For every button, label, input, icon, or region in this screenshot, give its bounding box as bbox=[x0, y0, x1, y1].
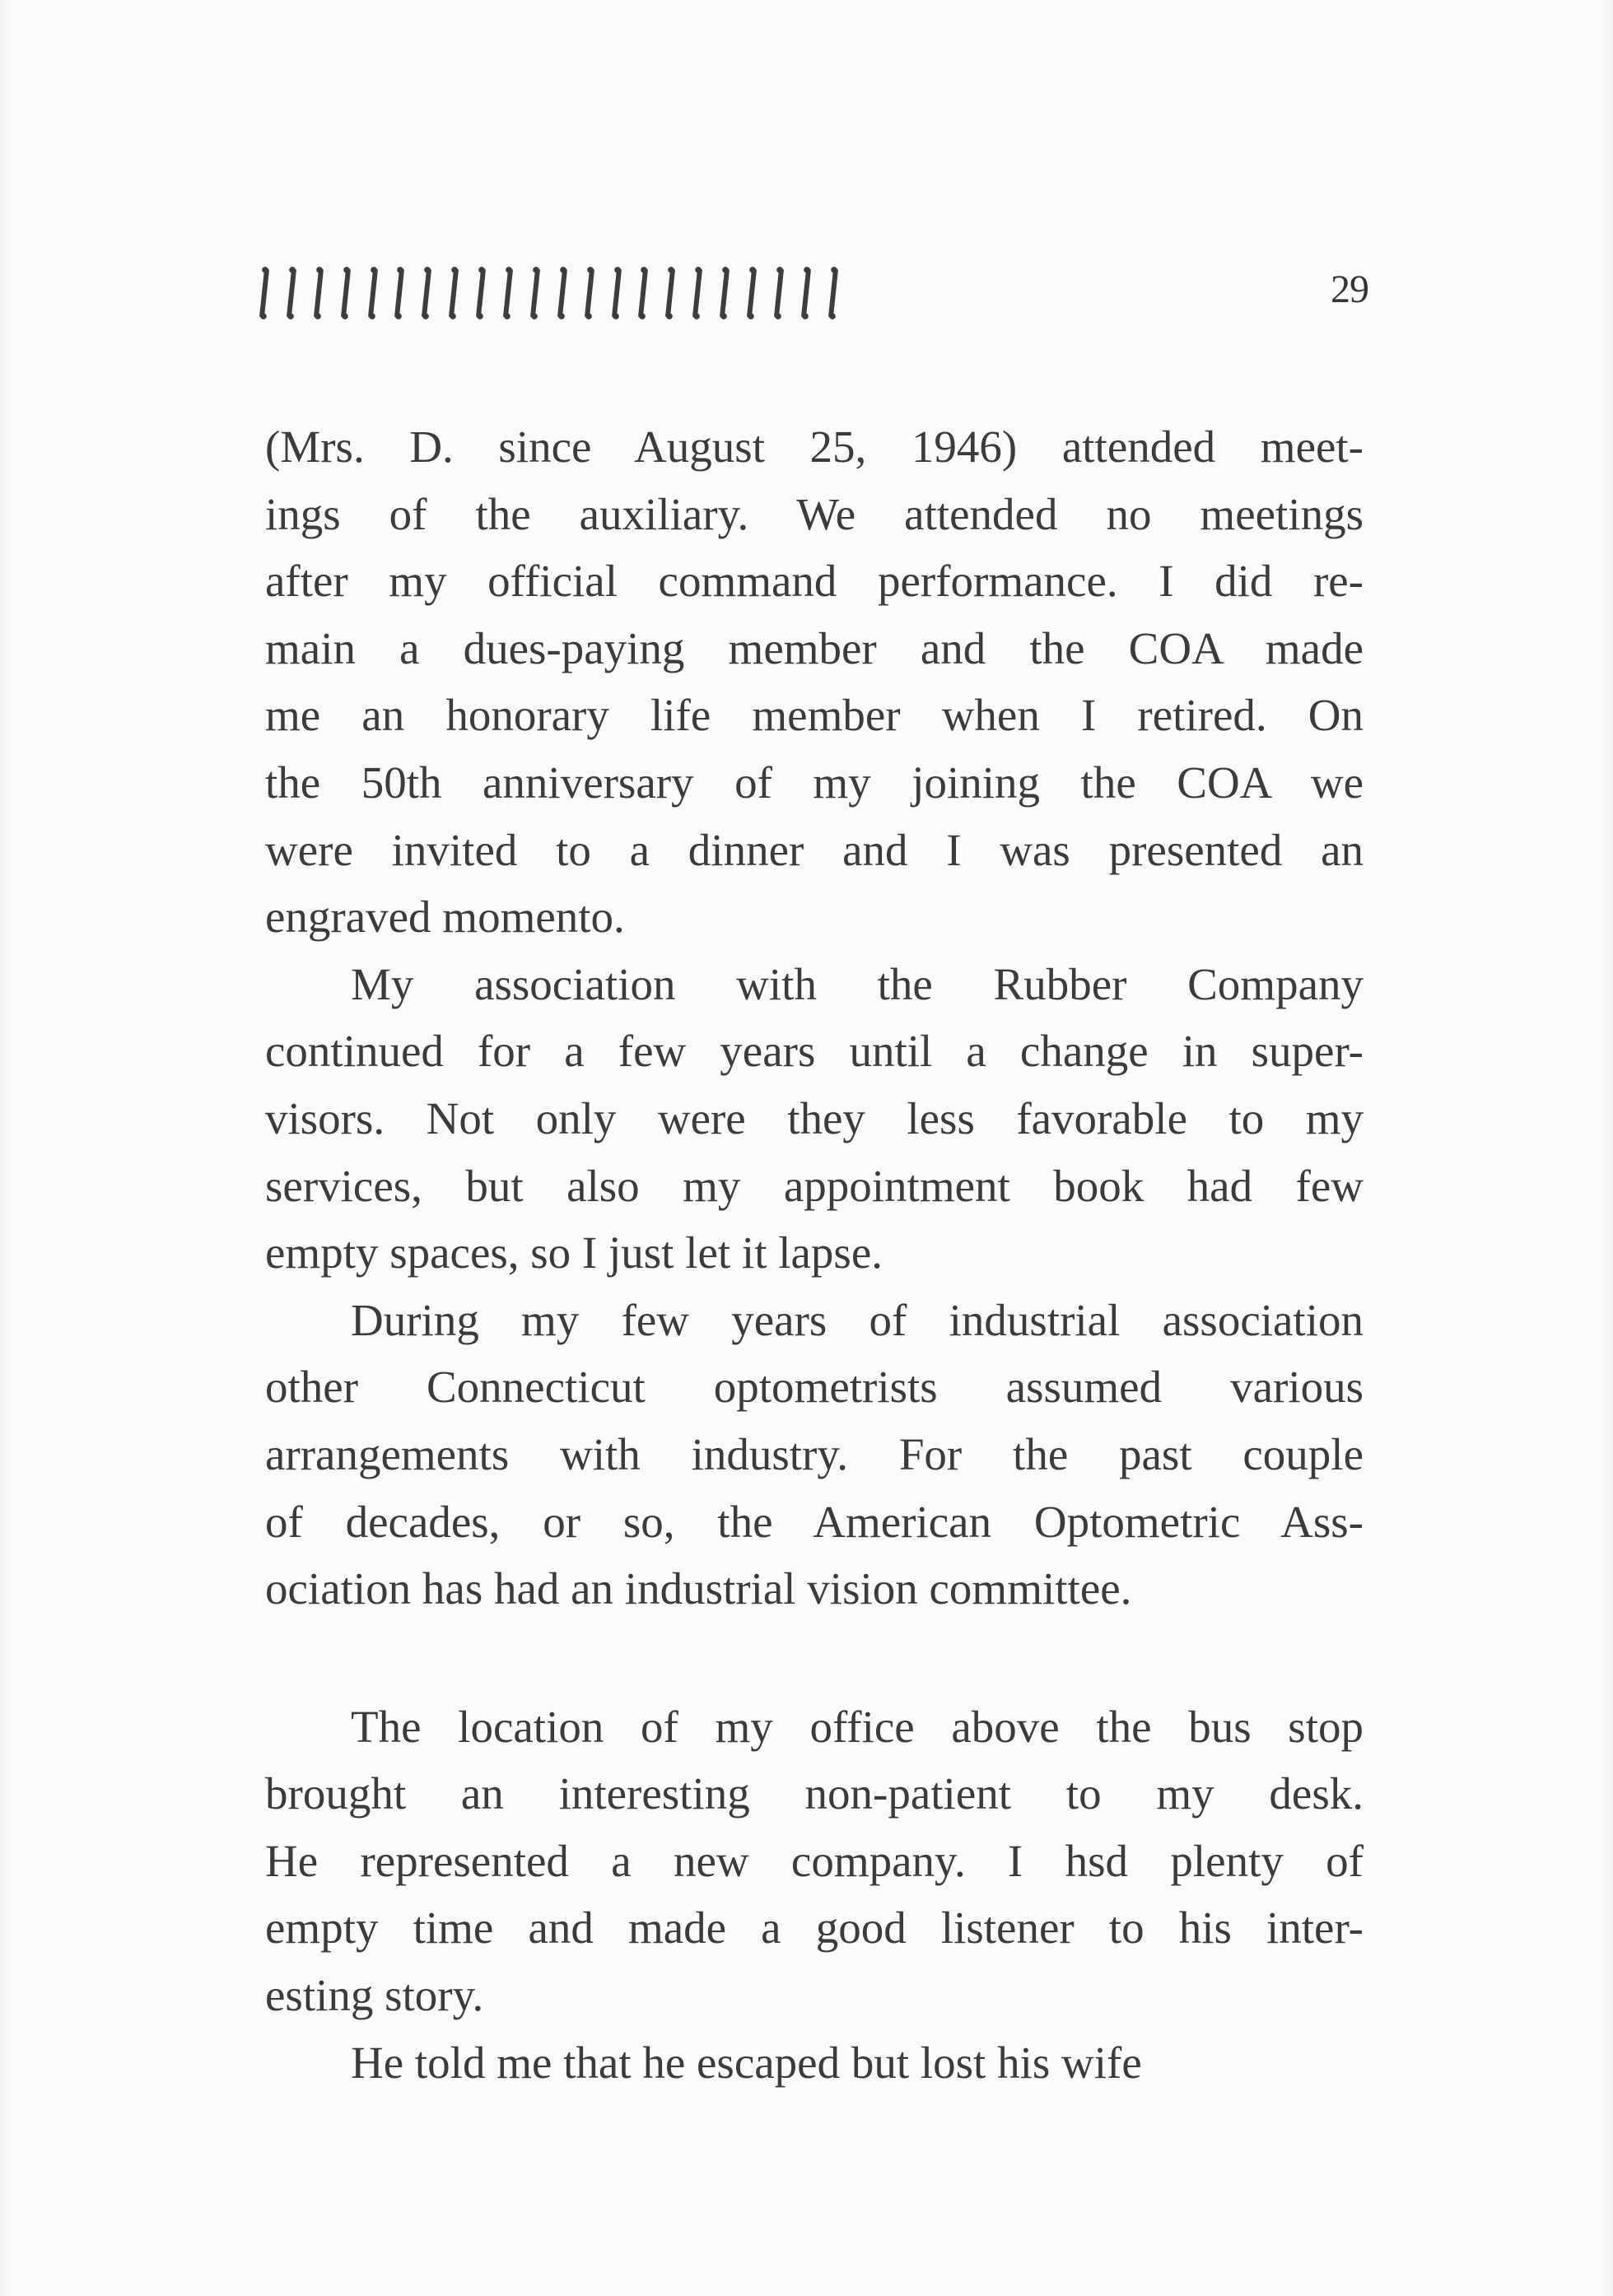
ornament-glyph-icon bbox=[526, 267, 547, 319]
text-line: the 50th anniversary of my joining the COA we bbox=[265, 757, 1364, 808]
text-line: brought an interesting non-patient to my desk. bbox=[265, 1768, 1364, 1819]
ornament-glyph-icon bbox=[797, 267, 818, 319]
ornament-glyph-icon bbox=[310, 267, 330, 319]
text-line: after my official command performance. I did re- bbox=[265, 556, 1364, 607]
ornament-glyph-icon bbox=[770, 267, 790, 319]
ornament-glyph-icon bbox=[608, 267, 628, 319]
text-line: esting story. bbox=[265, 1970, 484, 2021]
text-line: He told me that he escaped but lost his wife bbox=[351, 2037, 1142, 2088]
text-line: empty time and made a good listener to his inter- bbox=[265, 1902, 1364, 1954]
text-line: other Connecticut optometrists assumed various bbox=[265, 1362, 1364, 1413]
paragraph bbox=[265, 413, 1364, 951]
page-number: 29 bbox=[1331, 268, 1368, 311]
text-line: services, but also my appointment book had few bbox=[265, 1160, 1364, 1211]
ornament-glyph-icon bbox=[743, 267, 763, 319]
text-line: During my few years of industrial association bbox=[351, 1294, 1364, 1345]
text-line: He represented a new company. I hsd plenty of bbox=[265, 1835, 1364, 1886]
ornament-glyph-icon bbox=[824, 267, 845, 319]
text-line: (Mrs. D. since August 25, 1946) attended meet- bbox=[265, 421, 1364, 472]
ornament-glyph-icon bbox=[553, 267, 574, 319]
text-line: ings of the auxiliary. We attended no meetings bbox=[265, 488, 1364, 539]
text-line: My association with the Rubber Company bbox=[351, 958, 1364, 1009]
text-line: empty spaces, so I just let it lapse. bbox=[265, 1227, 883, 1278]
ornament-glyph-icon bbox=[688, 267, 709, 319]
text-line: me an honorary life member when I retired. On bbox=[265, 690, 1364, 741]
ornament-glyph-icon bbox=[661, 267, 682, 319]
ornament-glyph-icon bbox=[472, 267, 492, 319]
text-line: The location of my office above the bus stop bbox=[351, 1701, 1364, 1752]
ornament-glyph-icon bbox=[634, 267, 655, 319]
section-break bbox=[265, 1623, 1364, 1693]
ornament-glyph-icon bbox=[417, 267, 438, 319]
ornament-glyph-icon bbox=[499, 267, 520, 319]
paragraph bbox=[265, 951, 1364, 1287]
text-line: ociation has had an industrial vision committee. bbox=[265, 1563, 1132, 1614]
text-line: continued for a few years until a change in super- bbox=[265, 1026, 1364, 1077]
text-line: of decades, or so, the American Optometric Ass- bbox=[265, 1496, 1364, 1547]
running-head bbox=[255, 262, 1368, 336]
text-line: arrangements with industry. For the past couple bbox=[265, 1428, 1364, 1479]
ornament-glyph-icon bbox=[337, 267, 357, 319]
body-text bbox=[265, 413, 1364, 2096]
ornament-glyph-icon bbox=[716, 267, 736, 319]
paragraph bbox=[265, 1693, 1364, 2029]
text-line: were invited to a dinner and I was presented an bbox=[265, 824, 1364, 875]
ornament-glyph-icon bbox=[255, 267, 276, 319]
ornament-glyph-icon bbox=[364, 267, 385, 319]
paragraph bbox=[265, 2029, 1364, 2097]
ornament-glyph-icon bbox=[580, 267, 601, 319]
ornament-glyph-icon bbox=[390, 267, 411, 319]
text-line: main a dues-paying member and the COA made bbox=[265, 622, 1364, 673]
paragraph bbox=[265, 1287, 1364, 1623]
decorative-ornament-row bbox=[255, 262, 851, 324]
ornament-glyph-icon bbox=[282, 267, 303, 319]
text-line: visors. Not only were they less favorable to my bbox=[265, 1092, 1364, 1143]
ornament-glyph-icon bbox=[445, 267, 465, 319]
text-line: engraved momento. bbox=[265, 892, 625, 943]
